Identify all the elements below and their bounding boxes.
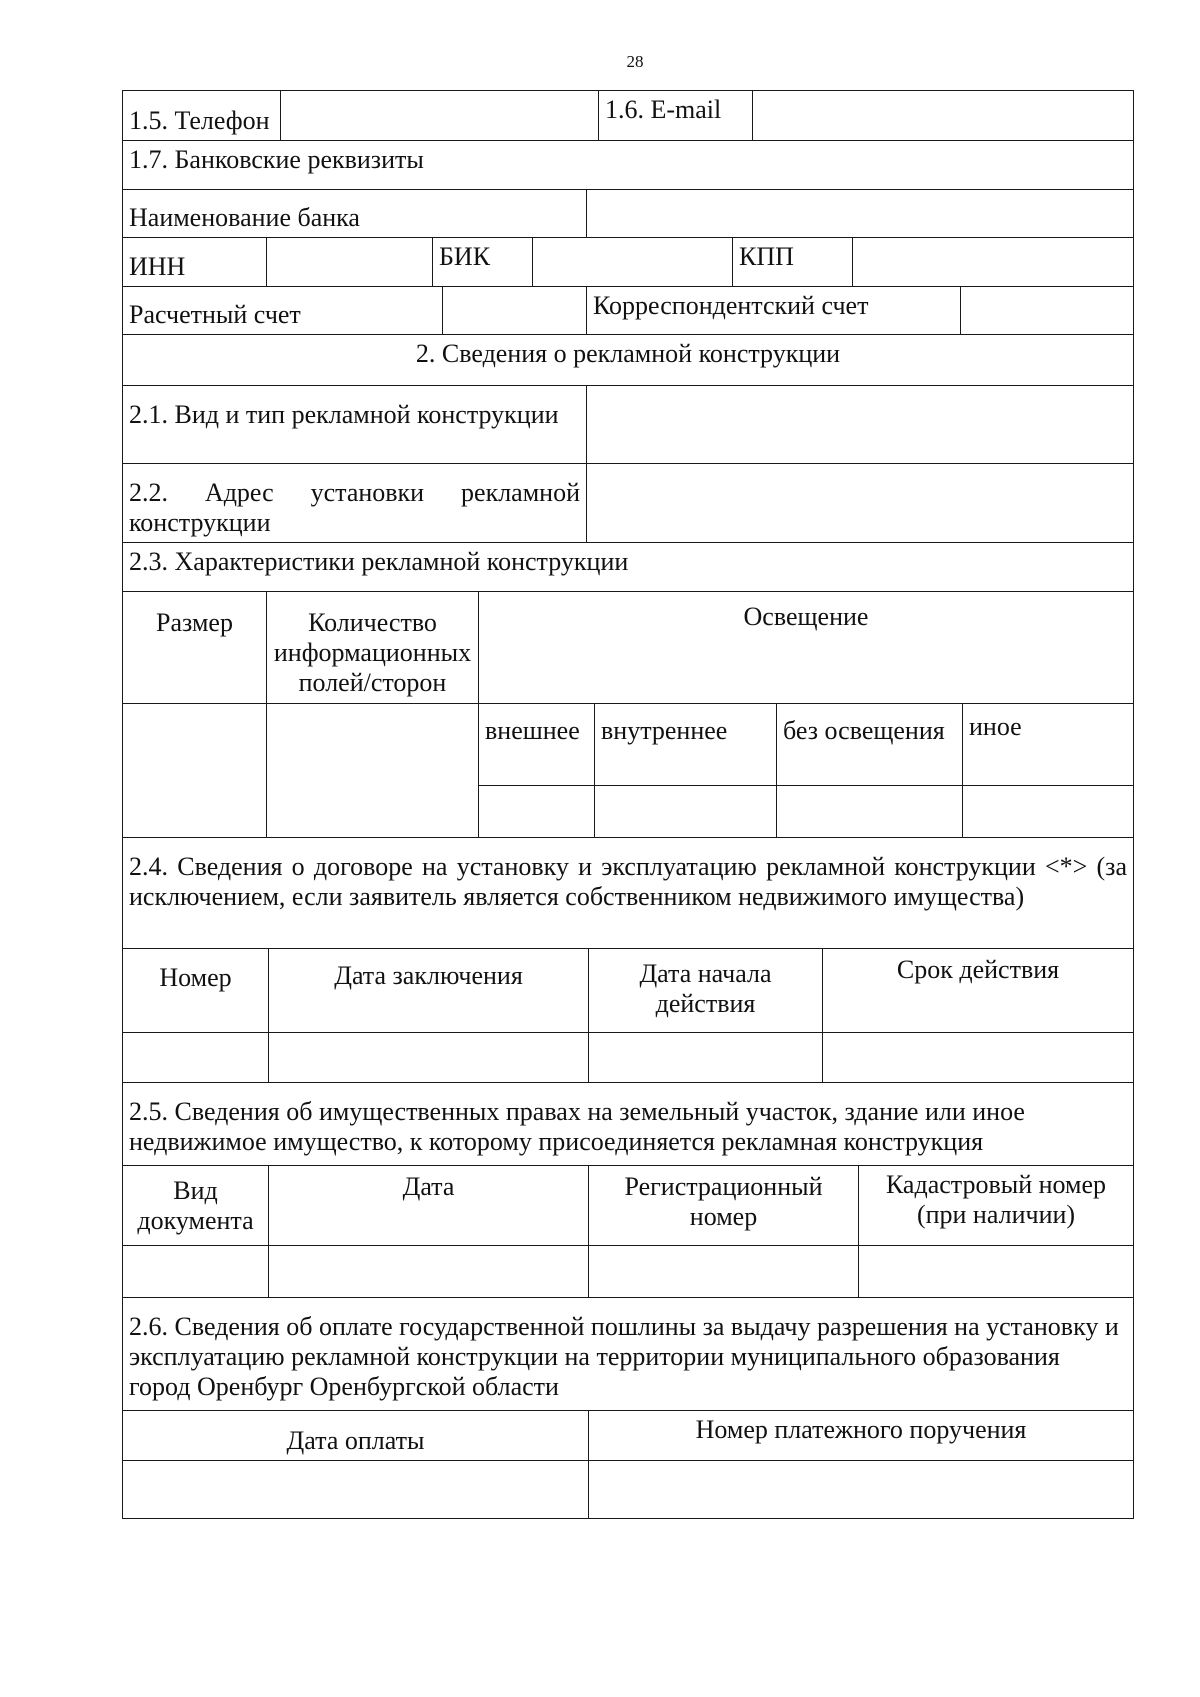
characteristics-title-row bbox=[122, 543, 1134, 592]
settlement-account-label: Расчетный счет bbox=[123, 287, 443, 335]
characteristics-title: 2.3. Характеристики рекламной конструкции bbox=[123, 543, 1134, 591]
page-number: 28 bbox=[626, 52, 644, 71]
lighting-other-field[interactable] bbox=[963, 786, 1134, 838]
inn-label: ИНН bbox=[123, 238, 267, 286]
payment-date-header: Дата оплаты bbox=[123, 1411, 589, 1461]
construction-address-field[interactable] bbox=[587, 464, 1134, 543]
construction-type-label: 2.1. Вид и тип рекламной конструкции bbox=[123, 386, 587, 464]
contract-date-header: Дата заключения bbox=[269, 949, 589, 1033]
kpp-field[interactable] bbox=[853, 238, 1134, 286]
phone-field[interactable] bbox=[281, 91, 599, 141]
settlement-account-field[interactable] bbox=[443, 287, 587, 335]
bank-codes-row bbox=[122, 238, 1134, 287]
contract-date-field[interactable] bbox=[269, 1033, 589, 1083]
lighting-external-field[interactable] bbox=[479, 786, 595, 838]
registration-number-field[interactable] bbox=[589, 1246, 859, 1298]
lighting-external-header: внешнее bbox=[479, 704, 595, 786]
contract-term-header: Срок действия bbox=[823, 949, 1134, 1033]
property-title: 2.5. Сведения об имущественных правах на земельный участок, здание или иное недвижимое имущество, к которому присоединяется рекламная конструкция bbox=[123, 1083, 1134, 1165]
contract-term-field[interactable] bbox=[823, 1033, 1134, 1083]
phone-label: 1.5. Телефон bbox=[123, 91, 281, 141]
kpp-label: КПП bbox=[733, 238, 853, 286]
contract-title-row bbox=[122, 838, 1134, 949]
fee-table bbox=[122, 1411, 1134, 1520]
inn-field[interactable] bbox=[267, 238, 433, 286]
accounts-row bbox=[122, 287, 1134, 336]
document-date-header: Дата bbox=[269, 1166, 589, 1246]
payment-order-header: Номер платежного поручения bbox=[589, 1411, 1134, 1461]
contract-number-header: Номер bbox=[123, 949, 269, 1033]
document-type-field[interactable] bbox=[123, 1246, 269, 1298]
bank-name-field[interactable] bbox=[587, 190, 1134, 238]
fee-title: 2.6. Сведения об оплате государственной пошлины за выдачу разрешения на установку и эксплуатацию рекламной конструкции на территории муниципального образования город Оренбург Оренбургской области bbox=[123, 1298, 1134, 1410]
document-type-header: Вид документа bbox=[123, 1166, 269, 1246]
document-date-field[interactable] bbox=[269, 1246, 589, 1298]
lighting-none-header: без освещения bbox=[777, 704, 963, 786]
email-label: 1.6. E-mail bbox=[599, 91, 753, 141]
contact-row bbox=[122, 90, 1134, 141]
section2-title: 2. Сведения о рекламной конструкции bbox=[123, 335, 1134, 385]
cadastral-number-field[interactable] bbox=[859, 1246, 1134, 1298]
fee-title-row bbox=[122, 1298, 1134, 1411]
bik-field[interactable] bbox=[533, 238, 733, 286]
lighting-internal-field[interactable] bbox=[595, 786, 777, 838]
cadastral-number-header: Кадастровый номер (при наличии) bbox=[859, 1166, 1134, 1246]
property-title-row bbox=[122, 1083, 1134, 1166]
construction-address-label: 2.2. Адрес установки рекламной конструкции bbox=[123, 464, 587, 543]
lighting-other-header: иное bbox=[963, 704, 1134, 786]
fields-count-field[interactable] bbox=[267, 704, 479, 838]
bik-label: БИК bbox=[433, 238, 533, 286]
correspondent-account-field[interactable] bbox=[961, 287, 1134, 335]
size-field[interactable] bbox=[123, 704, 267, 838]
section2-title-row bbox=[122, 335, 1134, 386]
construction-type-row bbox=[122, 386, 1134, 544]
email-field[interactable] bbox=[753, 91, 1134, 141]
bank-details-title-row bbox=[122, 141, 1134, 190]
lighting-none-field[interactable] bbox=[777, 786, 963, 838]
payment-order-field[interactable] bbox=[589, 1461, 1134, 1519]
property-table bbox=[122, 1166, 1134, 1299]
lighting-header: Освещение bbox=[479, 592, 1134, 704]
lighting-internal-header: внутреннее bbox=[595, 704, 777, 786]
characteristics-table bbox=[122, 592, 1134, 839]
size-header: Размер bbox=[123, 592, 267, 704]
contract-title: 2.4. Сведения о договоре на установку и эксплуатацию рекламной конструкции <*> (за исключением, если заявитель является собственником недвижимого имущества) bbox=[123, 838, 1134, 948]
bank-name-label: Наименование банка bbox=[123, 190, 587, 238]
bank-name-row bbox=[122, 190, 1134, 239]
construction-type-field[interactable] bbox=[587, 386, 1134, 464]
bank-details-title: 1.7. Банковские реквизиты bbox=[123, 141, 1134, 189]
contract-start-header: Дата начала действия bbox=[589, 949, 823, 1033]
payment-date-field[interactable] bbox=[123, 1461, 589, 1519]
contract-number-field[interactable] bbox=[123, 1033, 269, 1083]
registration-number-header: Регистрационный номер bbox=[589, 1166, 859, 1246]
fields-count-header: Количество информационных полей/сторон bbox=[267, 592, 479, 704]
contract-table bbox=[122, 949, 1134, 1084]
correspondent-account-label: Корреспондентский счет bbox=[587, 287, 961, 335]
application-form bbox=[122, 90, 1134, 1519]
contract-start-field[interactable] bbox=[589, 1033, 823, 1083]
